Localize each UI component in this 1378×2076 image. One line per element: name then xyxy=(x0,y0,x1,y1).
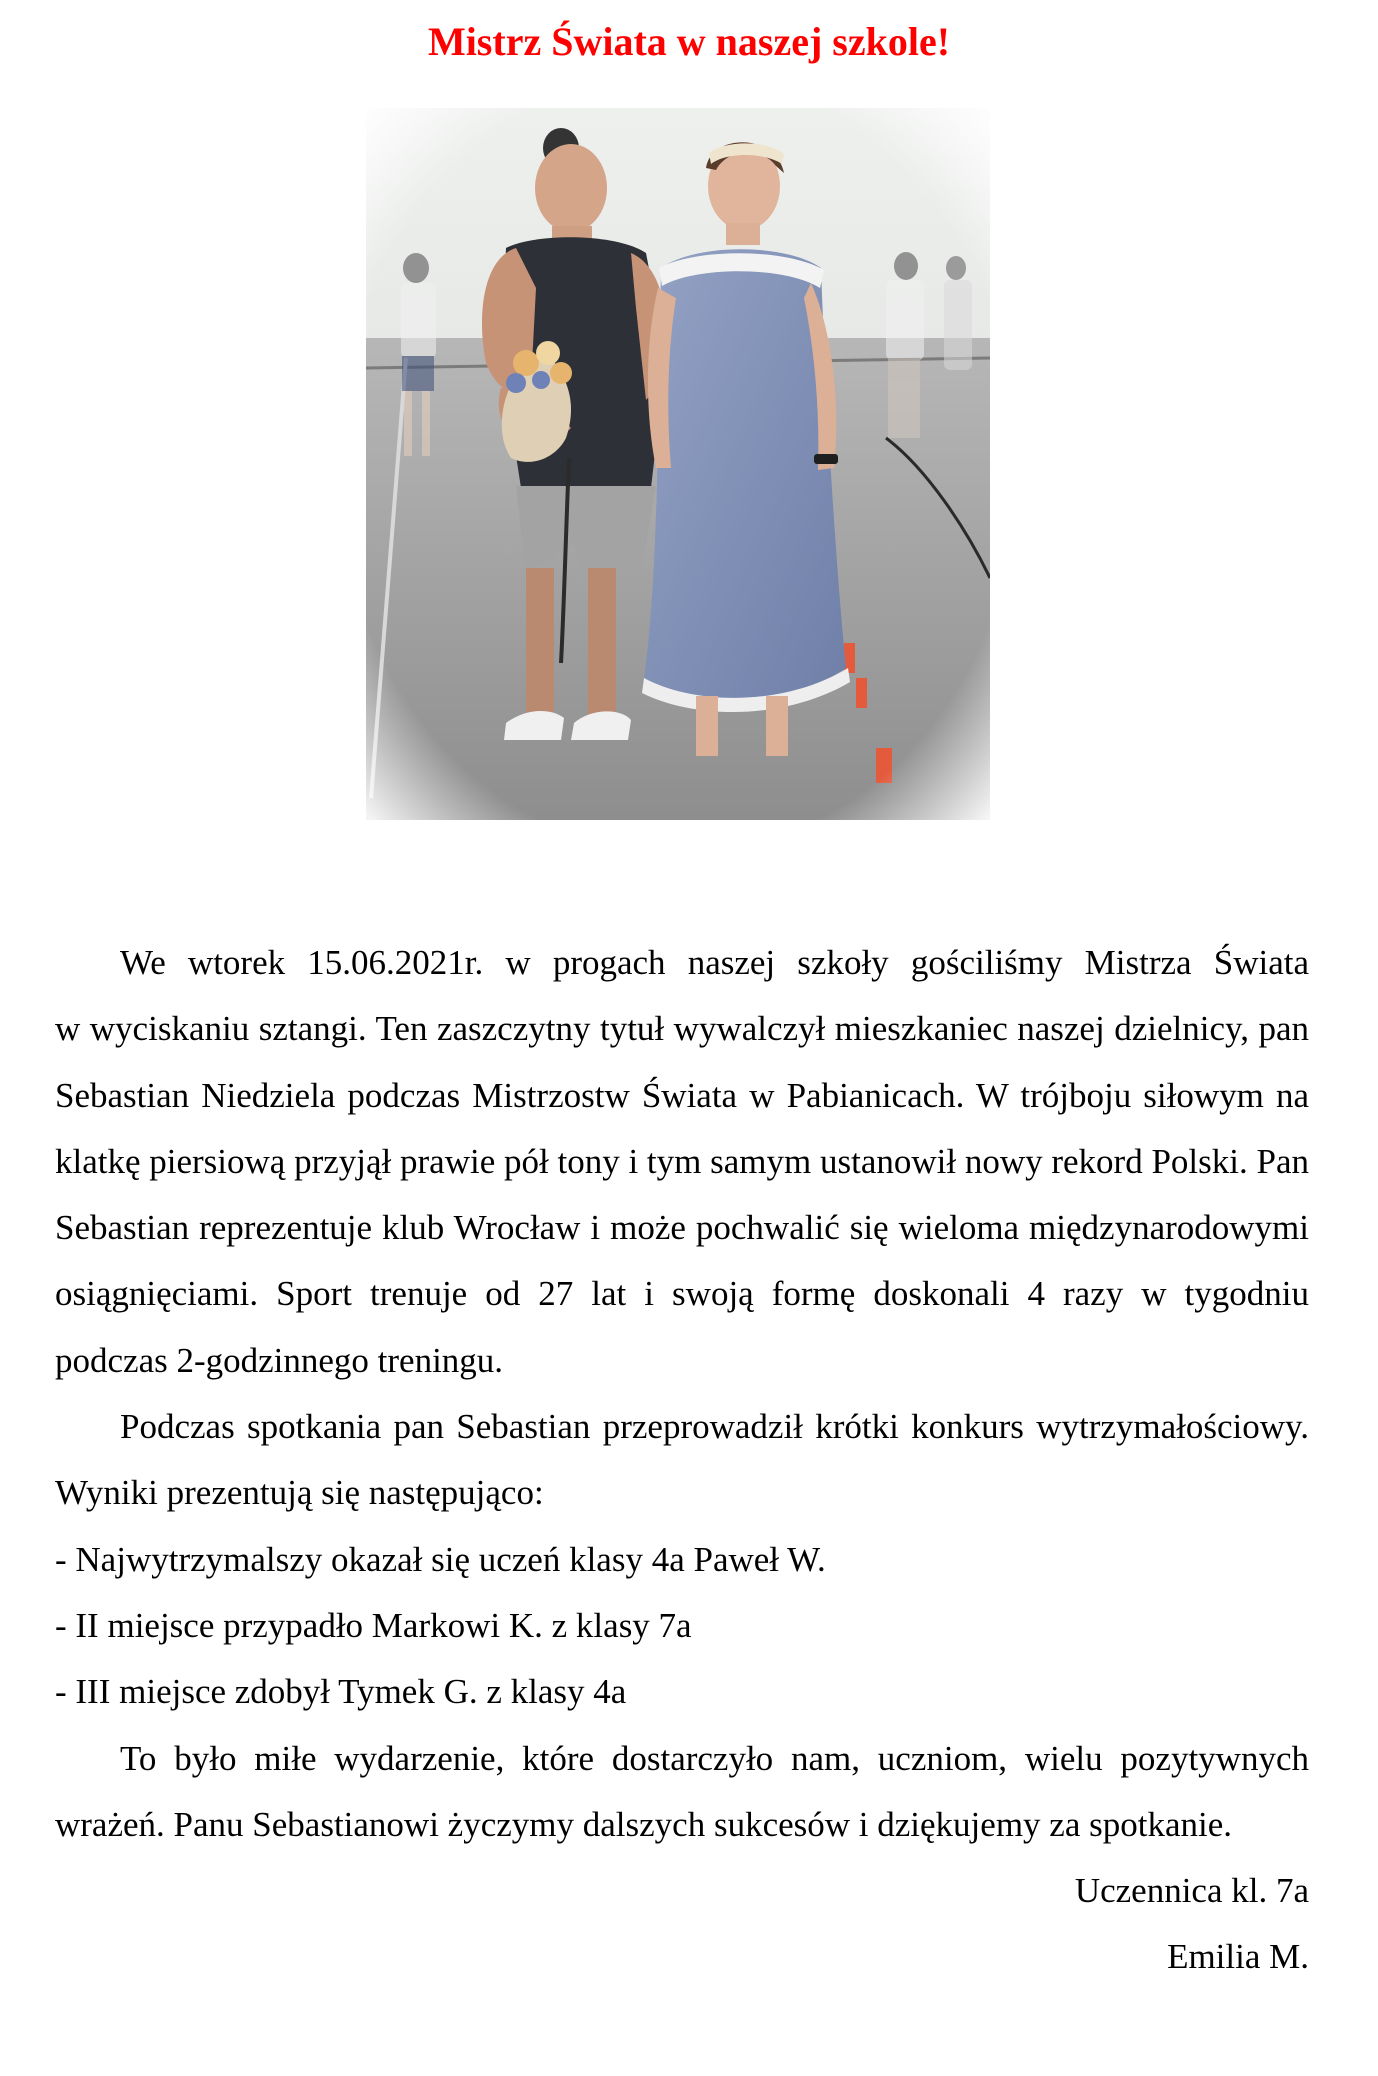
article-body xyxy=(55,930,1309,1991)
photo-of-guest-and-student-in-gym-icon xyxy=(366,108,990,820)
paragraph-2: Podczas spotkania pan Sebastian przeprowadził krótki konkurs wytrzymałościowy. Wyniki prezentują się następująco: xyxy=(55,1407,1309,1513)
result-item-3: - III miejsce zdobył Tymek G. z klasy 4a xyxy=(55,1672,627,1712)
result-item-2: - II miejsce przypadło Markowi K. z klasy 7a xyxy=(55,1605,692,1645)
paragraph-3: To było miłe wydarzenie, które dostarczyło nam, uczniom, wielu pozytywnych wrażeń. Panu Sebastianowi życzymy dalszych sukcesów i dziękujemy za spotkanie. xyxy=(55,1738,1309,1844)
paragraph-1-rest: w wyciskaniu sztangi. Ten zaszczytny tytuł wywalczył mieszkaniec naszej dzielnicy, pan Sebastian Niedziela podczas Mistrzostw Świata w Pabianicach. W trójboju siłowym na klatkę piersiową przyjął prawie pół tony i tym samym ustanowił nowy rekord Polski. Pan Sebastian reprezentuje klub Wrocław i może pochwalić się wieloma międzynarodowymi osiągnięciami. Sport trenuje od 27 lat i swoją formę doskonali 4 razy w tygodniu podczas 2-godzinnego treningu. xyxy=(55,1009,1309,1380)
signature-line-1: Uczennica kl. 7a xyxy=(1074,1871,1309,1911)
result-item-1: - Najwytrzymalszy okazał się uczeń klasy 4a Paweł W. xyxy=(55,1539,826,1579)
signature-line-2: Emilia M. xyxy=(1167,1937,1309,1977)
article-photo xyxy=(366,108,990,820)
page-title: Mistrz Świata w naszej szkole! xyxy=(427,19,951,64)
paragraph-1-first-line: We wtorek 15.06.2021r. w progach naszej szkoły gościliśmy Mistrza Świata xyxy=(120,943,1309,982)
